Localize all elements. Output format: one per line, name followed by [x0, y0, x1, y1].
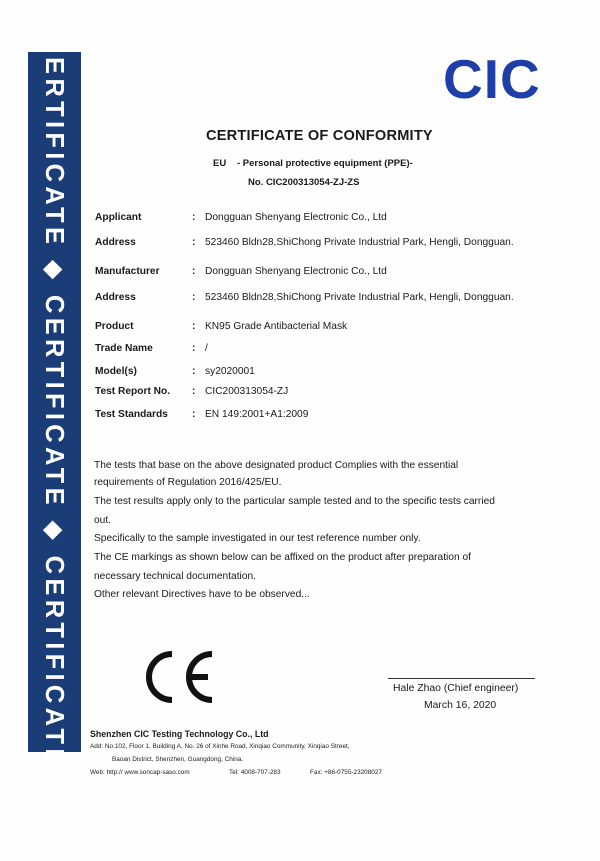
footer-tel: Tel: 4008-707-283 — [229, 769, 281, 776]
footer-company: Shenzhen CIC Testing Technology Co., Ltd — [90, 729, 269, 739]
field-label: Manufacturer — [95, 266, 160, 277]
cic-logo: CIC — [443, 48, 541, 110]
field-label: Model(s) — [95, 366, 137, 377]
field-colon: : — [192, 266, 196, 277]
side-banner-text: CERTIFICATE ◆ CERTIFICATE ◆ CERTIFICATE — [40, 34, 68, 770]
signatory-name: Hale Zhao (Chief engineer) — [393, 683, 519, 694]
subtitle-region: EU — [213, 158, 227, 169]
field-label: Applicant — [95, 212, 142, 223]
field-colon: : — [192, 343, 196, 354]
field-value: 523460 Bldn28,ShiChong Private Industrial Park, Hengli, Dongguan. — [205, 237, 514, 248]
field-colon: : — [192, 292, 196, 303]
signature-line — [388, 678, 535, 679]
statement-line: Other relevant Directives have to be observed... — [94, 589, 310, 600]
field-label: Test Report No. — [95, 386, 171, 397]
field-label: Product — [95, 321, 134, 332]
field-value: Dongguan Shenyang Electronic Co., Ltd — [205, 266, 387, 277]
field-label: Test Standards — [95, 409, 168, 420]
statement-line: The test results apply only to the particular sample tested and to the specific tests carried — [94, 496, 495, 507]
footer-address-line1: Add: No.102, Floor 1, Building A, No. 26 of Xinhe Road, Xinqiao Community, Xinqiao Street, — [90, 743, 350, 750]
statement-line: The tests that base on the above designated product Complies with the essential — [94, 460, 459, 471]
field-label: Trade Name — [95, 343, 153, 354]
field-value: sy2020001 — [205, 366, 255, 377]
field-value: / — [205, 343, 208, 354]
statement-line: The CE markings as shown below can be affixed on the product after preparation of — [94, 552, 471, 563]
field-value: 523460 Bldn28,ShiChong Private Industrial Park, Hengli, Dongguan. — [205, 292, 514, 303]
ce-mark-icon — [138, 648, 218, 706]
field-colon: : — [192, 321, 196, 332]
field-colon: : — [192, 212, 196, 223]
statement-line: Specifically to the sample investigated in our test reference number only. — [94, 533, 421, 544]
issue-date: March 16, 2020 — [424, 700, 497, 711]
field-value: CIC200313054-ZJ — [205, 386, 289, 397]
certificate-title: CERTIFICATE OF CONFORMITY — [206, 128, 433, 144]
field-colon: : — [192, 237, 196, 248]
field-value: KN95 Grade Antibacterial Mask — [205, 321, 348, 332]
field-colon: : — [192, 366, 196, 377]
field-value: EN 149:2001+A1:2009 — [205, 409, 309, 420]
field-colon: : — [192, 386, 196, 397]
field-colon: : — [192, 409, 196, 420]
field-label: Address — [95, 292, 136, 303]
statement-line: out. — [94, 515, 111, 526]
field-label: Address — [95, 237, 136, 248]
statement-line: requirements of Regulation 2016/425/EU. — [94, 477, 282, 488]
field-value: Dongguan Shenyang Electronic Co., Ltd — [205, 212, 387, 223]
statement-line: necessary technical documentation. — [94, 571, 256, 582]
footer-web: Web: http:// www.soncap-saso.com — [90, 769, 190, 776]
footer-address-line2: Baoan District, Shenzhen, Guangdong, China. — [112, 756, 244, 763]
certificate-number: No. CIC200313054-ZJ-ZS — [248, 177, 360, 188]
subtitle-text: - Personal protective equipment (PPE)- — [237, 158, 413, 169]
footer-fax: Fax: +86-0755-23208027 — [310, 769, 382, 776]
